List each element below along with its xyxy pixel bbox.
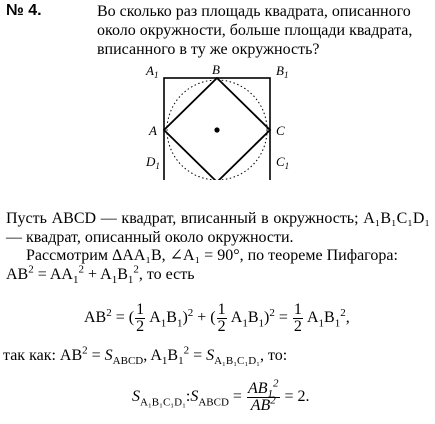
label-b1: $B_1$ bbox=[276, 63, 289, 80]
label-b: B bbox=[212, 62, 220, 77]
label-d1: $D_1$ bbox=[146, 154, 160, 171]
pythagoras-formula: $AB^2 = AA_1^2 + A_1B_1^2$, то есть bbox=[6, 263, 195, 287]
label-a: A bbox=[149, 123, 157, 138]
problem-number: № 4. bbox=[6, 2, 42, 19]
solution-paragraph-1: Пусть ABCD — квадрат, вписанный в окружность; A₁B₁C₁D₁ — квадрат, описанный около окружности. bbox=[6, 210, 430, 246]
label-c1: $C_1$ bbox=[276, 154, 290, 171]
center-point bbox=[214, 127, 219, 132]
solution-paragraph-2 bbox=[6, 246, 430, 287]
label-c: C bbox=[276, 123, 285, 138]
geometry-figure bbox=[140, 60, 300, 180]
problem-question: Во сколько раз площадь квадрата, описанного около окружности, больше площади квадрата, вписанного в ту же окружность? bbox=[97, 3, 413, 58]
pythagoras-intro: Рассмотрим ΔAA₁B, ∠A₁ = 90°, по теореме Пифагора: bbox=[26, 247, 398, 264]
formula-area-relation: так как: $AB^2 = S_{ABCD}$, $A_1B_1^2 = S_{A_1B_1C_1D_1}$, то: bbox=[3, 344, 288, 368]
formula-ab-squared: $AB^2$ = ( $\frac{1}{2}$ $A_1B_1)^2$ + ( $\frac{1}{2}$ $A_1B_1)^2$ = $\frac{1}{2}$ $A_1B_1^2$, bbox=[84, 301, 350, 335]
label-a1: $A_1$ bbox=[146, 63, 159, 80]
formula-ratio-result: $S_{A_1B_1C_1D_1}:S_{ABCD}$ = $\frac{AB_1^2}{AB^2}$ = 2. bbox=[132, 377, 310, 414]
